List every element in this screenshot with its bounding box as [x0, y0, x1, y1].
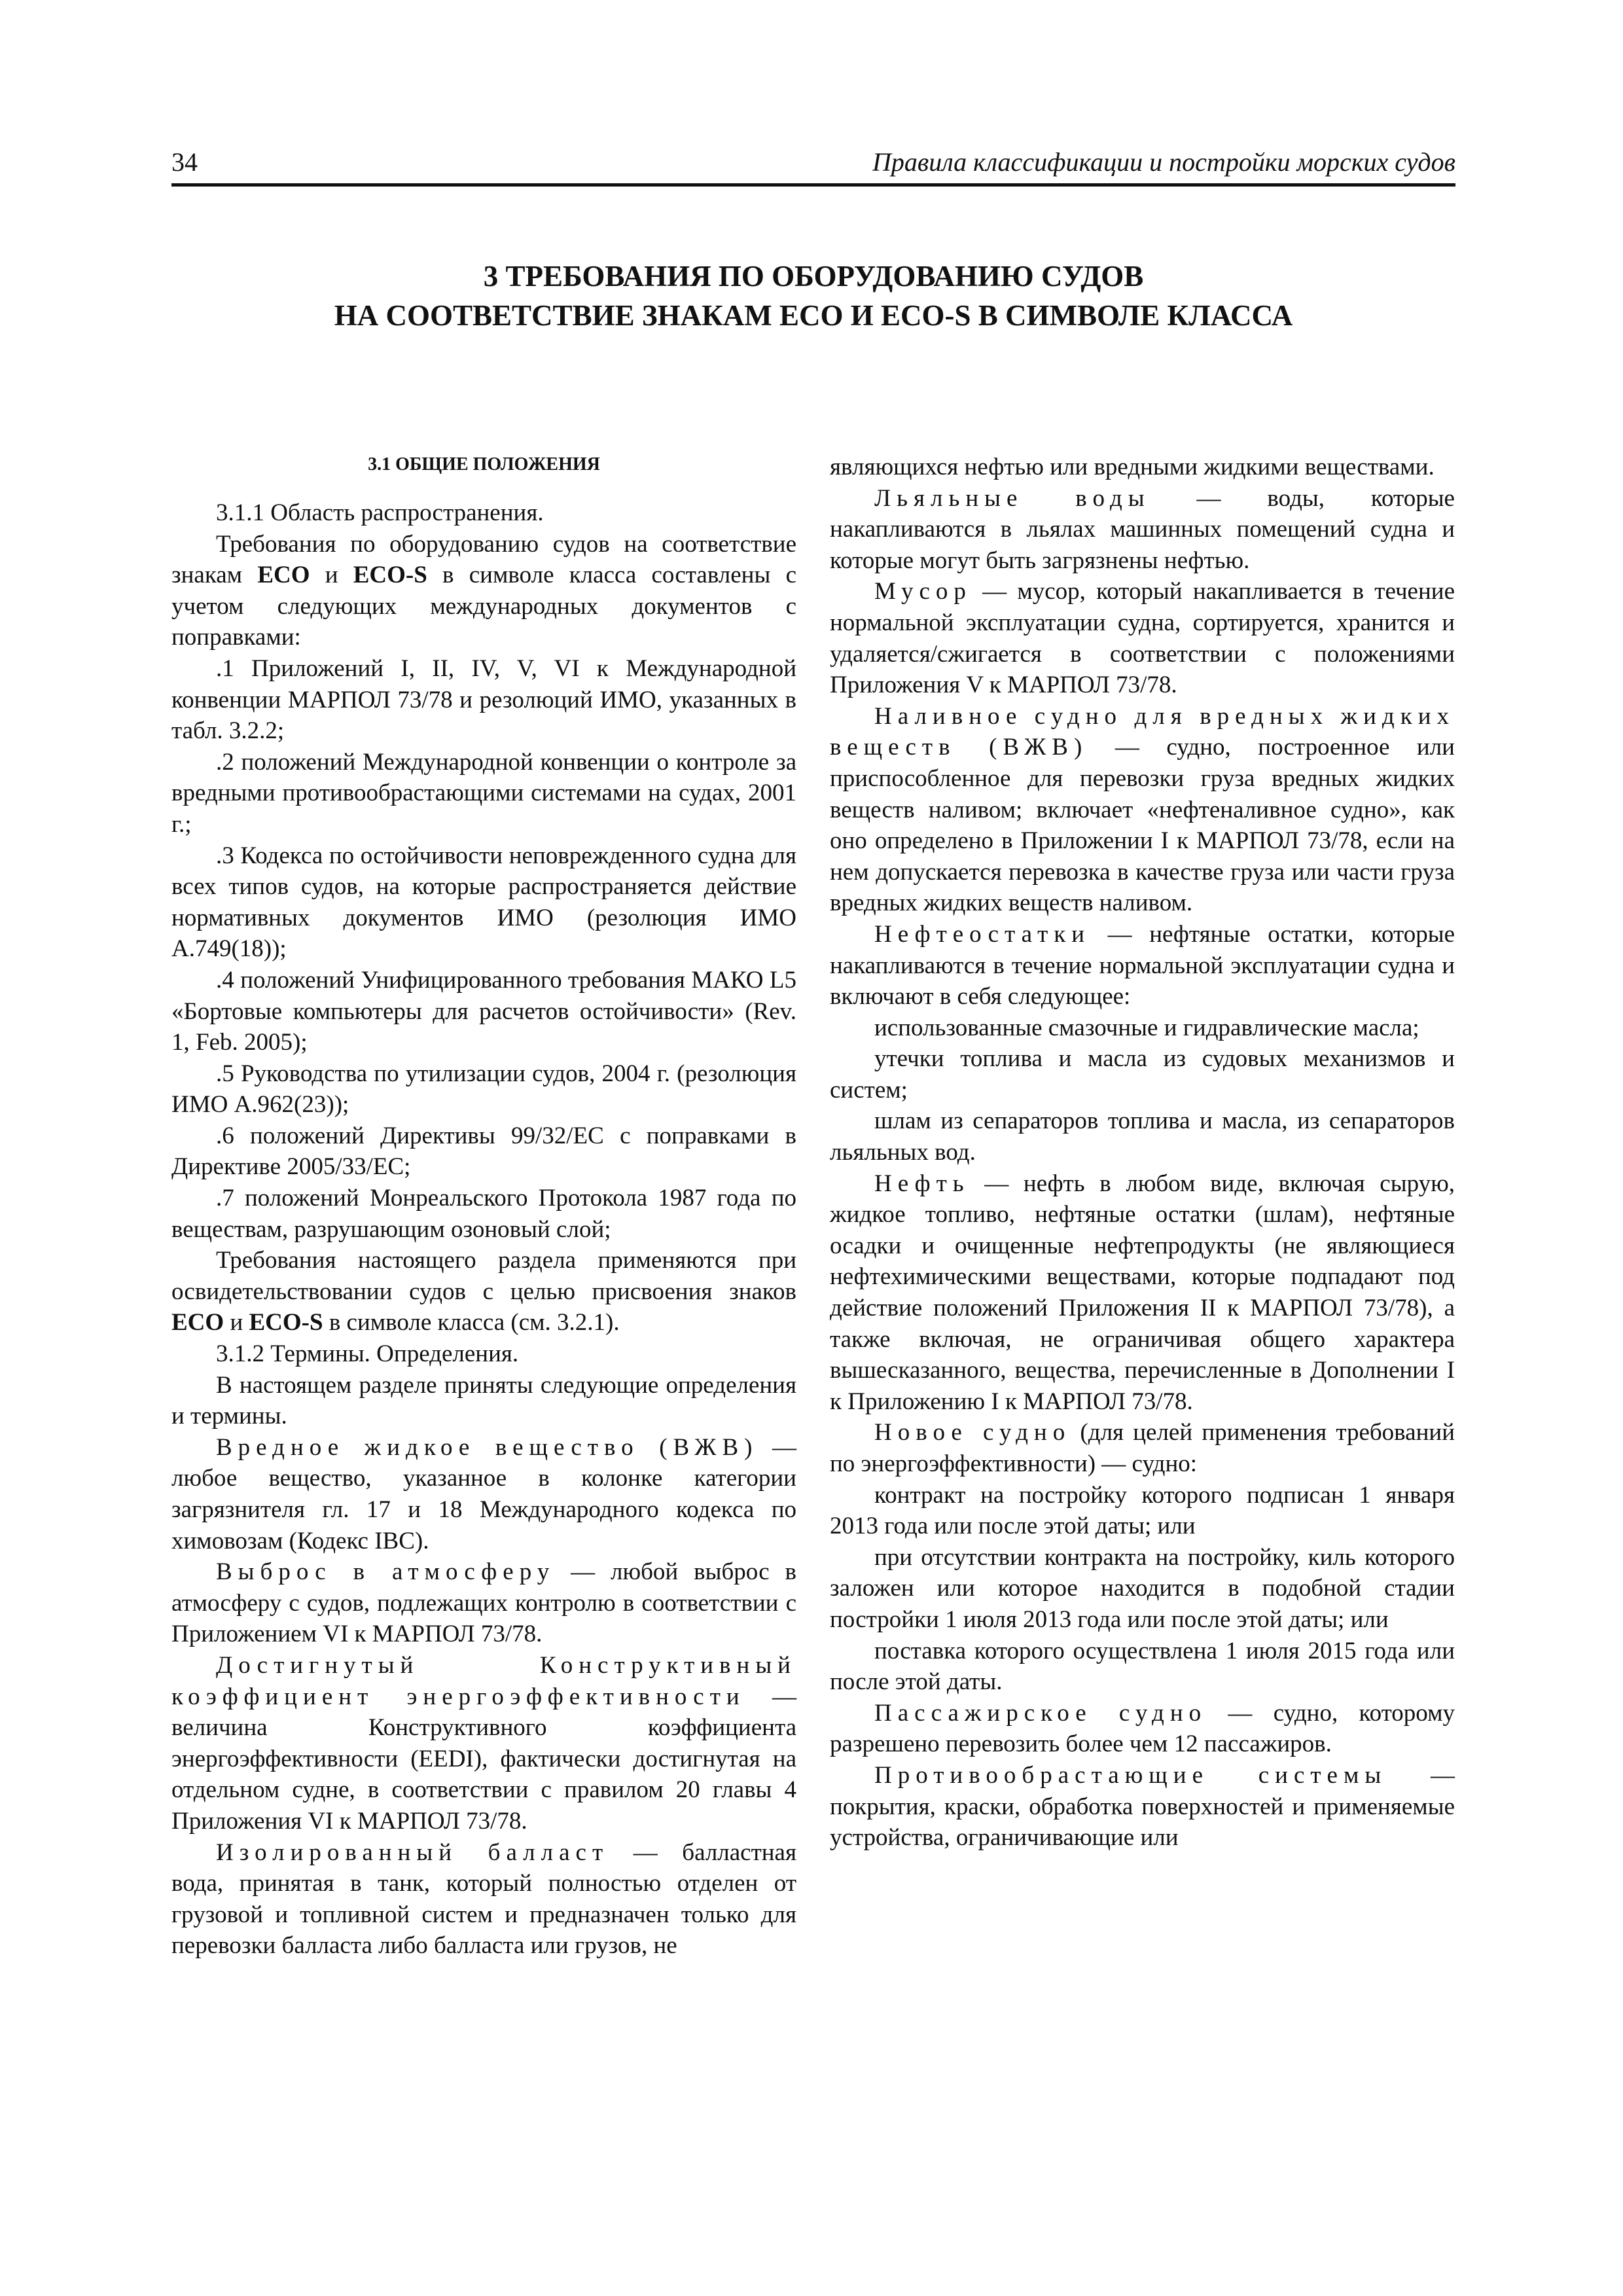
text-part: Требования настоящего раздела применяются при освидетельствовании судов с целью присвоения знаков — [171, 1247, 796, 1305]
term: Новое судно — [874, 1419, 1071, 1446]
eco-s-mark: ECO-S — [353, 562, 427, 589]
list-item-3: .3 Кодекса по остойчивости неповрежденного судна для всех типов судов, на которые распространяется действие нормативных документов ИМО (резолюция ИМО А.749(18)); — [171, 842, 796, 963]
definition-new-ship — [830, 1417, 1455, 1479]
list-item-2: .2 положений Международной конвенции о контроле за вредными противообрастающими системами на судах, 2001 г.; — [171, 748, 796, 838]
paragraph-terms: В настоящем разделе приняты следующие определения и термины. — [171, 1371, 796, 1430]
definition-text: — судно, которому разрешено перевозить более чем 12 пассажиров. — [830, 1699, 1455, 1758]
definition-text: — любой выброс в атмосферу с судов, подлежащих контролю в соответствии с Приложением VI к МАРПОЛ 73/78. — [171, 1558, 796, 1648]
definition-segregated-ballast — [171, 1837, 796, 1962]
term: Противообрастающие системы — [874, 1761, 1387, 1789]
paragraph-3-1-2: 3.1.2 Термины. Определения. — [216, 1340, 519, 1368]
eco-mark: ECO — [171, 1309, 224, 1336]
residue-item-1: использованные смазочные и гидравлические масла; — [874, 1014, 1419, 1041]
definition-garbage — [830, 576, 1455, 700]
term: Вредное жидкое вещество (ВЖВ) — [216, 1433, 758, 1461]
new-ship-item-2: при отсутствии контракта на постройку, киль которого заложен или которое находится в подобной стадии постройки 1 июля 2013 года или после этой даты; или — [830, 1543, 1455, 1633]
page-header — [171, 147, 1455, 187]
term: Льяльные воды — [874, 484, 1150, 512]
paragraph-requirements — [171, 529, 796, 653]
residue-item-3: шлам из сепараторов топлива и масла, из сепараторов льяльных вод. — [830, 1107, 1455, 1166]
definition-oil — [830, 1168, 1455, 1418]
definition-emission — [171, 1556, 796, 1650]
right-column — [830, 452, 1455, 1854]
list-item-5: .5 Руководства по утилизации судов, 2004 г. (резолюция ИМО А.962(23)); — [171, 1060, 796, 1119]
definition-oil-residues — [830, 919, 1455, 1013]
eco-s-mark: ECO-S — [249, 1309, 323, 1336]
list-item-7: .7 положений Монреальского Протокола 1987 года по веществам, разрушающим озоновый слой; — [171, 1185, 796, 1243]
chapter-title-line-2: НА СООТВЕТСТВИЕ ЗНАКАМ ECO И ECO-S В СИМВОЛЕ КЛАССА — [334, 299, 1293, 332]
new-ship-item-3: поставка которого осуществлена 1 июля 2015 года или после этой даты. — [830, 1637, 1455, 1696]
definition-text: — любое вещество, указанное в колонке категории загрязнителя гл. 17 и 18 Международного кодекса по химовозам (Кодекс IBC). — [171, 1433, 796, 1554]
paragraph-apply — [171, 1245, 796, 1338]
term: Пассажирское судно — [874, 1699, 1207, 1727]
definition-text: — балластная вода, принятая в танк, который полностью отделен от грузовой и топливной систем и предназначен только для перевозки балласта либо балласта или грузов, не — [171, 1839, 797, 1960]
definition-antifouling — [830, 1760, 1455, 1854]
definition-text: — мусор, который накапливается в течение нормальной эксплуатации судна, сортируется, хранится и удаляется/сжигается в соответствии с положениями Приложения V к МАРПОЛ 73/78. — [830, 578, 1455, 699]
residue-item-2: утечки топлива и масла из судовых механизмов и систем; — [830, 1045, 1455, 1103]
definition-bilge-water — [830, 483, 1455, 577]
term: Достигнутый Конструктивный коэффициент энергоэффективности — [171, 1651, 796, 1710]
term: Нефтеостатки — [874, 920, 1091, 948]
definition-passenger-ship — [830, 1698, 1455, 1760]
text-part: в символе класса (см. 3.2.1). — [323, 1309, 620, 1336]
definition-text: — воды, которые накапливаются в льялах машинных помещений судна и которые могут быть загрязнены нефтью. — [830, 484, 1455, 574]
text-part: и — [310, 562, 353, 589]
term: Выброс в атмосферу — [216, 1558, 556, 1586]
running-title: Правила классификации и постройки морских судов — [872, 147, 1455, 177]
text-part: в символе класса составлены с учетом следующих международных документов с поправками: — [171, 562, 796, 651]
term: Изолированный балласт — [216, 1839, 609, 1866]
list-item-6: .6 положений Директивы 99/32/ЕС с поправками в Директиве 2005/33/ЕС; — [171, 1122, 796, 1181]
definition-text: — нефтяные остатки, которые накапливаются в течение нормальной эксплуатации судна и включают в себя следующее: — [830, 920, 1455, 1011]
paragraph-3-1-1: 3.1.1 Область распространения. — [216, 499, 544, 526]
chapter-title-line-1: 3 ТРЕБОВАНИЯ ПО ОБОРУДОВАНИЮ СУДОВ — [483, 260, 1144, 293]
term: Наливное судно для вредных жидких веществ (ВЖВ) — [830, 702, 1455, 761]
left-column — [171, 452, 796, 1962]
definition-text: — нефть в любом виде, включая сырую, жидкое топливо, нефтяные остатки (шлам), нефтяные осадки и очищенные нефтепродукты (не являющиеся нефтехимическими веществами, которые подпадают под действие положений Приложения II к МАРПОЛ 73/78), а также включая, не ограничивая общего характера вышесказанного, вещества, перечисленные в Дополнении I к Приложению I к МАРПОЛ 73/78. — [830, 1170, 1455, 1415]
section-heading: 3.1 ОБЩИЕ ПОЛОЖЕНИЯ — [368, 454, 600, 475]
definition-harmful-liquid — [171, 1432, 796, 1556]
definition-text: — величина Конструктивного коэффициента энергоэффективности (EEDI), фактически достигнутая на отдельном судне, в соответствии с правилом 20 главы 4 Приложения VI к МАРПОЛ 73/78. — [171, 1683, 796, 1835]
definition-text: (для целей применения требований по энергоэффективности) — судно: — [830, 1419, 1455, 1477]
list-item-4: .4 положений Унифицированного требования МАКО L5 «Бортовые компьютеры для расчетов остойчивости» (Rev. 1, Feb. 2005); — [171, 966, 796, 1056]
paragraph-continuation: являющихся нефтью или вредными жидкими веществами. — [830, 454, 1435, 480]
term: Нефть — [874, 1170, 970, 1197]
text-part: и — [224, 1309, 249, 1336]
eco-mark: ECO — [257, 562, 310, 589]
definition-nls-tanker — [830, 701, 1455, 919]
definition-eedi — [171, 1650, 796, 1837]
definition-text: — покрытия, краски, обработка поверхностей и применяемые устройства, ограничивающие или — [830, 1761, 1455, 1852]
text-part: Требования по оборудованию судов на соответствие знакам — [171, 530, 796, 589]
chapter-title — [171, 257, 1455, 335]
new-ship-item-1: контракт на постройку которого подписан 1 января 2013 года или после этой даты; или — [830, 1481, 1455, 1540]
definition-text: — судно, построенное или приспособленное для перевозки груза вредных жидких веществ наливом; включает «нефтеналивное судно», как оно определено в Приложении I к МАРПОЛ 73/78, если на нем допускается перевозка в качестве груза или части груза вредных жидких веществ наливом. — [830, 734, 1455, 917]
list-item-1: .1 Приложений I, II, IV, V, VI к Международной конвенции МАРПОЛ 73/78 и резолюций ИМО, указанных в табл. 3.2.2; — [171, 655, 796, 745]
page-number: 34 — [171, 147, 198, 177]
term: Мусор — [874, 578, 972, 605]
